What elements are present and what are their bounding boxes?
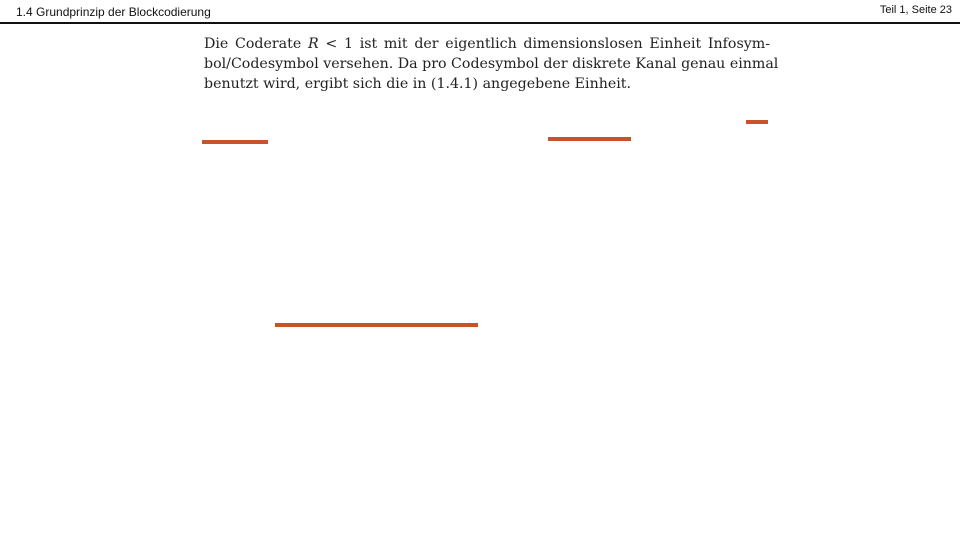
- annotation-underline-mark: [275, 323, 478, 327]
- line1-text-after: < 1 ist mit der eigentlich dimensionslosen Einheit Infosym-: [318, 36, 770, 52]
- line1-text-before: Die Coderate: [204, 36, 308, 52]
- section-title: 1.4 Grundprinzip der Blockcodierung: [16, 5, 211, 19]
- page-indicator: Teil 1, Seite 23: [879, 4, 952, 16]
- annotation-underline-mark: [746, 120, 768, 124]
- header-divider: [0, 22, 960, 24]
- paragraph-line-2: bol/Codesymbol versehen. Da pro Codesymbol der diskrete Kanal genau einmal: [204, 56, 779, 72]
- annotation-underline-mark: [202, 140, 268, 144]
- body-paragraph: [204, 34, 779, 94]
- math-variable-r: R: [307, 36, 319, 52]
- paragraph-line-3: benutzt wird, ergibt sich die in (1.4.1) angegebene Einheit.: [204, 76, 631, 92]
- slide-header: [0, 0, 960, 24]
- annotation-underline-mark: [548, 137, 631, 141]
- paragraph-line-1: [204, 34, 770, 54]
